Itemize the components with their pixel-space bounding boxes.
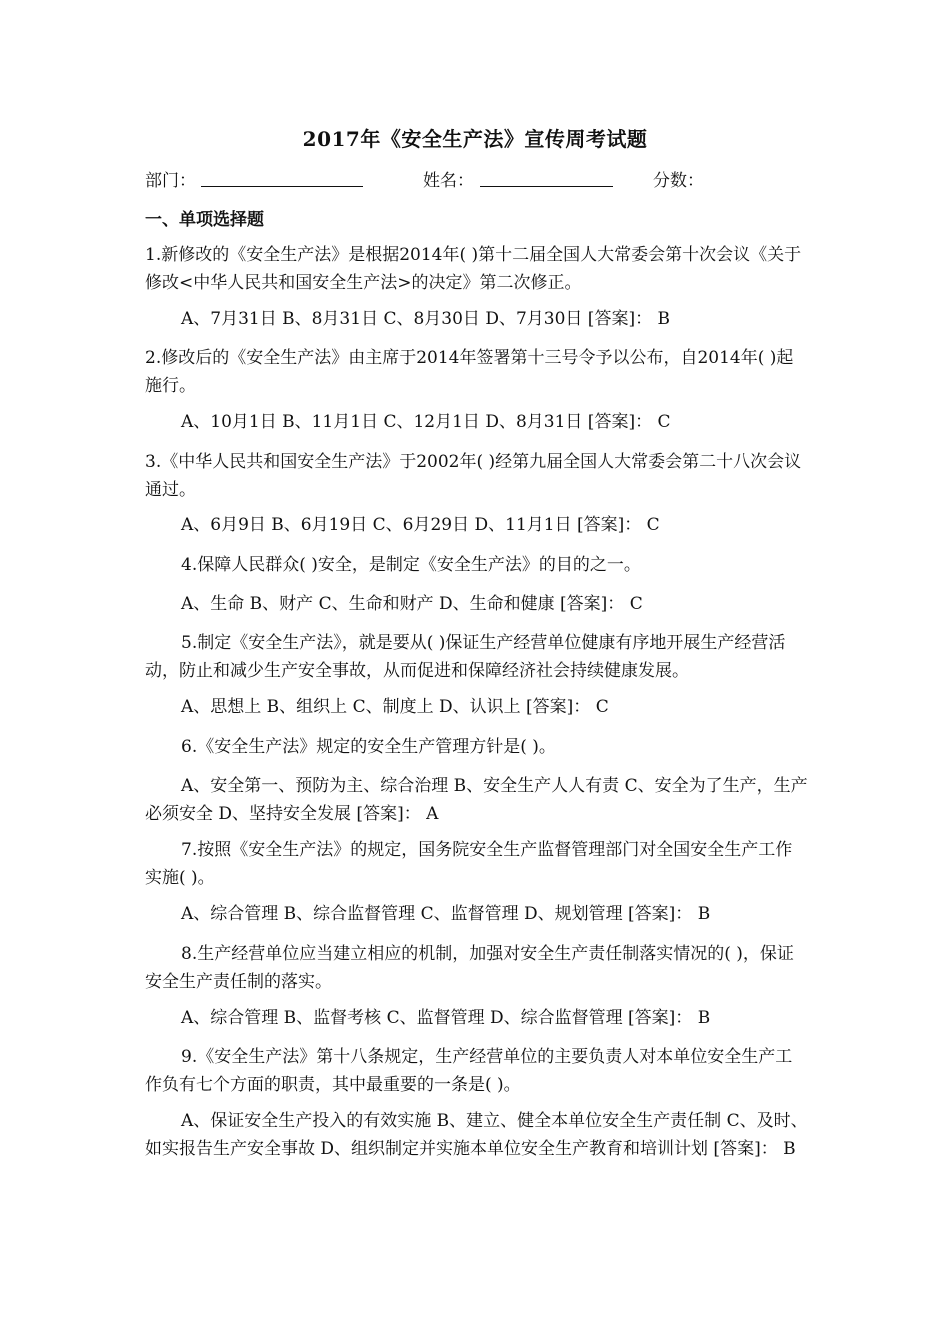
header-fields [0,166,950,190]
document-title: 2017年《安全生产法》宣传周考试题 [302,127,648,151]
options-5: A、思想上 B、组织上 C、制度上 D、认识上 [答案]： C [181,697,609,717]
question-8: 8.生产经营单位应当建立相应的机制，加强对安全生产责任制落实情况的( )，保证安全生产责任制的落实。 [145,944,794,992]
options-3: A、6月9日 B、6月19日 C、6月29日 D、11月1日 [答案]： C [181,515,660,535]
question-6: 6.《安全生产法》规定的安全生产管理方针是( )。 [181,737,556,757]
question-2: 2.修改后的《安全生产法》由主席于2014年签署第十三号令予以公布，自2014年( )起施行。 [145,348,794,396]
name-blank [480,186,613,187]
question-9: 9.《安全生产法》第十八条规定，生产经营单位的主要负责人对本单位安全生产工作负有七个方面的职责，其中最重要的一条是( )。 [145,1047,793,1095]
options-2: A、10月1日 B、11月1日 C、12月1日 D、8月31日 [答案]： C [181,412,671,432]
options-4: A、生命 B、财产 C、生命和财产 D、生命和健康 [答案]： C [181,594,643,614]
options-7: A、综合管理 B、综合监督管理 C、监督管理 D、规划管理 [答案]： B [181,904,711,924]
question-3: 3.《中华人民共和国安全生产法》于2002年( )经第九届全国人大常委会第二十八次会议通过。 [145,452,802,500]
section-heading: 一、单项选择题 [145,210,264,230]
options-6: A、安全第一、预防为主、综合治理 B、安全生产人人有责 C、安全为了生产，生产必须安全 D、坚持安全发展 [答案]： A [145,776,808,824]
department-blank [201,186,363,187]
options-1: A、7月31日 B、8月31日 C、8月30日 D、7月30日 [答案]： B [181,309,670,329]
score-label: 分数： [653,171,704,191]
question-5: 5.制定《安全生产法》，就是要从( )保证生产经营单位健康有序地开展生产经营活动，防止和减少生产安全事故，从而促进和保障经济社会持续健康发展。 [145,633,786,681]
name-label: 姓名： [423,171,474,191]
options-8: A、综合管理 B、监督考核 C、监督管理 D、综合监督管理 [答案]： B [181,1008,711,1028]
question-1: 1.新修改的《安全生产法》是根据2014年( )第十二届全国人大常委会第十次会议《关于修改<中华人民共和国安全生产法>的决定》第二次修正。 [145,245,802,293]
question-7: 7.按照《安全生产法》的规定，国务院安全生产监督管理部门对全国安全生产工作实施( )。 [145,840,793,888]
question-4: 4.保障人民群众( )安全，是制定《安全生产法》的目的之一。 [181,555,641,575]
department-label: 部门： [145,171,196,191]
options-9: A、保证安全生产投入的有效实施 B、建立、健全本单位安全生产责任制 C、及时、如实报告生产安全事故 D、组织制定并实施本单位安全生产教育和培训计划 [答案]： B [145,1111,808,1159]
